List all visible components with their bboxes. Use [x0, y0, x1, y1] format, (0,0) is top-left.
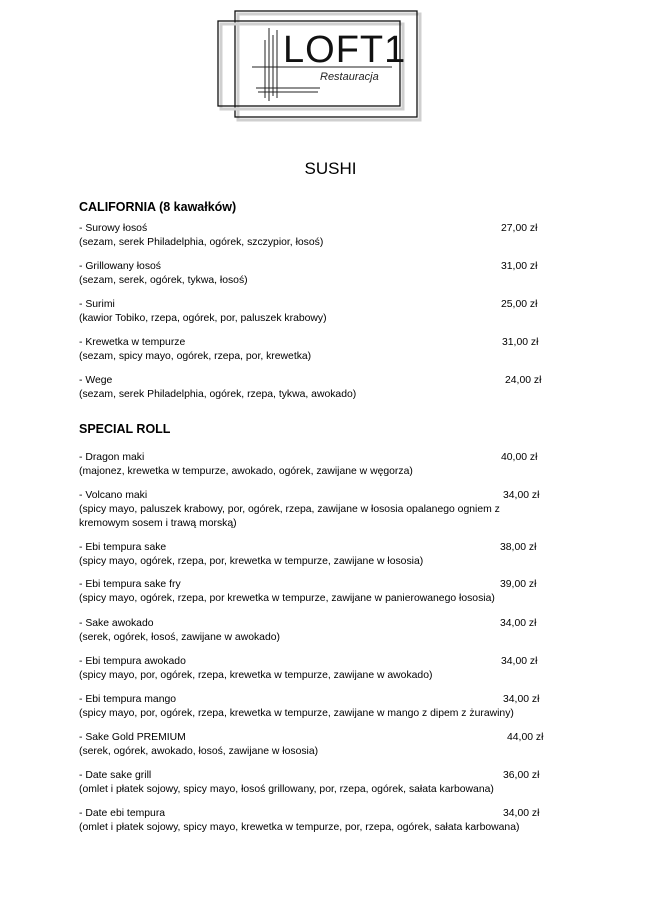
item-description: (majonez, krewetka w tempurze, awokado, ogórek, zawijane w węgorza)	[79, 466, 413, 477]
logo-name: LOFT1	[283, 29, 407, 71]
item-price: 34,00 zł	[503, 694, 540, 705]
menu-item	[79, 222, 559, 250]
menu-item	[79, 336, 559, 364]
menu-item	[79, 655, 559, 683]
item-description: (spicy mayo, por, ogórek, rzepa, krewetka w tempurze, zawijane w awokado)	[79, 670, 433, 681]
menu-item	[79, 489, 559, 531]
item-description: (sezam, spicy mayo, ogórek, rzepa, por, krewetka)	[79, 351, 312, 362]
item-price: 40,00 zł	[501, 452, 538, 463]
item-name: - Surowy łosoś	[79, 223, 148, 234]
item-name: - Ebi tempura mango	[79, 694, 177, 705]
item-description: (omlet i płatek sojowy, spicy mayo, krewetka w tempurze, por, rzepa, ogórek, sałata karbowana)	[79, 822, 520, 833]
item-name: - Krewetka w tempurze	[79, 337, 186, 348]
item-description: (spicy mayo, ogórek, rzepa, por krewetka w tempurze, zawijane w panierowanego łososia)	[79, 593, 495, 604]
item-name: - Sake awokado	[79, 618, 154, 629]
item-name: - Grillowany łosoś	[79, 261, 161, 272]
item-price: 36,00 zł	[503, 770, 540, 781]
item-price: 39,00 zł	[500, 579, 537, 590]
item-name: - Ebi tempura sake	[79, 542, 167, 553]
item-description: (sezam, serek Philadelphia, ogórek, rzepa, tykwa, awokado)	[79, 389, 357, 400]
item-name: - Date sake grill	[79, 770, 152, 781]
item-name: - Ebi tempura sake fry	[79, 579, 181, 590]
item-name: - Sake Gold PREMIUM	[79, 732, 186, 743]
item-price: 34,00 zł	[501, 656, 538, 667]
menu-item	[79, 731, 559, 759]
item-name: - Ebi tempura awokado	[79, 656, 186, 667]
item-description: (spicy mayo, por, ogórek, rzepa, krewetka w tempurze, zawijane w mango z dipem z żurawiny)	[79, 708, 514, 719]
menu-item	[79, 807, 559, 835]
item-description: (serek, ogórek, łosoś, zawijane w awokado)	[79, 632, 280, 643]
item-description: (sezam, serek, ogórek, tykwa, łosoś)	[79, 275, 248, 286]
menu-item	[79, 617, 559, 645]
item-name: - Wege	[79, 375, 113, 386]
section-title-california: CALIFORNIA (8 kawałków)	[79, 200, 237, 214]
page-title: SUSHI	[304, 159, 357, 178]
item-description: (serek, ogórek, awokado, łosoś, zawijane w łososia)	[79, 746, 319, 757]
item-price: 25,00 zł	[501, 299, 538, 310]
item-description: (sezam, serek Philadelphia, ogórek, szczypior, łosoś)	[79, 237, 324, 248]
logo-tagline: Restauracja	[320, 71, 379, 83]
item-description: (spicy mayo, ogórek, rzepa, por, krewetka w tempurze, zawijane w łososia)	[79, 556, 424, 567]
menu-item	[79, 298, 559, 326]
item-price: 27,00 zł	[501, 223, 538, 234]
item-price: 31,00 zł	[501, 261, 538, 272]
menu-item	[79, 374, 559, 402]
restaurant-logo	[0, 0, 661, 125]
item-name: - Date ebi tempura	[79, 808, 166, 819]
item-name: - Volcano maki	[79, 490, 148, 501]
menu-item	[79, 693, 559, 721]
menu-item	[79, 578, 559, 606]
item-description: (spicy mayo, paluszek krabowy, por, ogórek, rzepa, zawijane w łososia opalanego ogniem z kremowym sosem i trawą morską)	[79, 504, 500, 529]
item-price: 24,00 zł	[505, 375, 542, 386]
menu-item	[79, 541, 559, 569]
item-name: - Dragon maki	[79, 452, 145, 463]
item-price: 34,00 zł	[503, 490, 540, 501]
item-price: 34,00 zł	[503, 808, 540, 819]
item-description: (omlet i płatek sojowy, spicy mayo, łosoś grillowany, por, rzepa, ogórek, sałata karbowana)	[79, 784, 494, 795]
menu-item	[79, 260, 559, 288]
section-title-special-roll: SPECIAL ROLL	[79, 422, 171, 436]
item-price: 38,00 zł	[500, 542, 537, 553]
item-name: - Surimi	[79, 299, 115, 310]
item-price: 34,00 zł	[500, 618, 537, 629]
menu-item	[79, 769, 559, 797]
item-description: (kawior Tobiko, rzepa, ogórek, por, paluszek krabowy)	[79, 313, 327, 324]
item-price: 44,00 zł	[507, 732, 544, 743]
item-price: 31,00 zł	[502, 337, 539, 348]
menu-item	[79, 451, 559, 479]
